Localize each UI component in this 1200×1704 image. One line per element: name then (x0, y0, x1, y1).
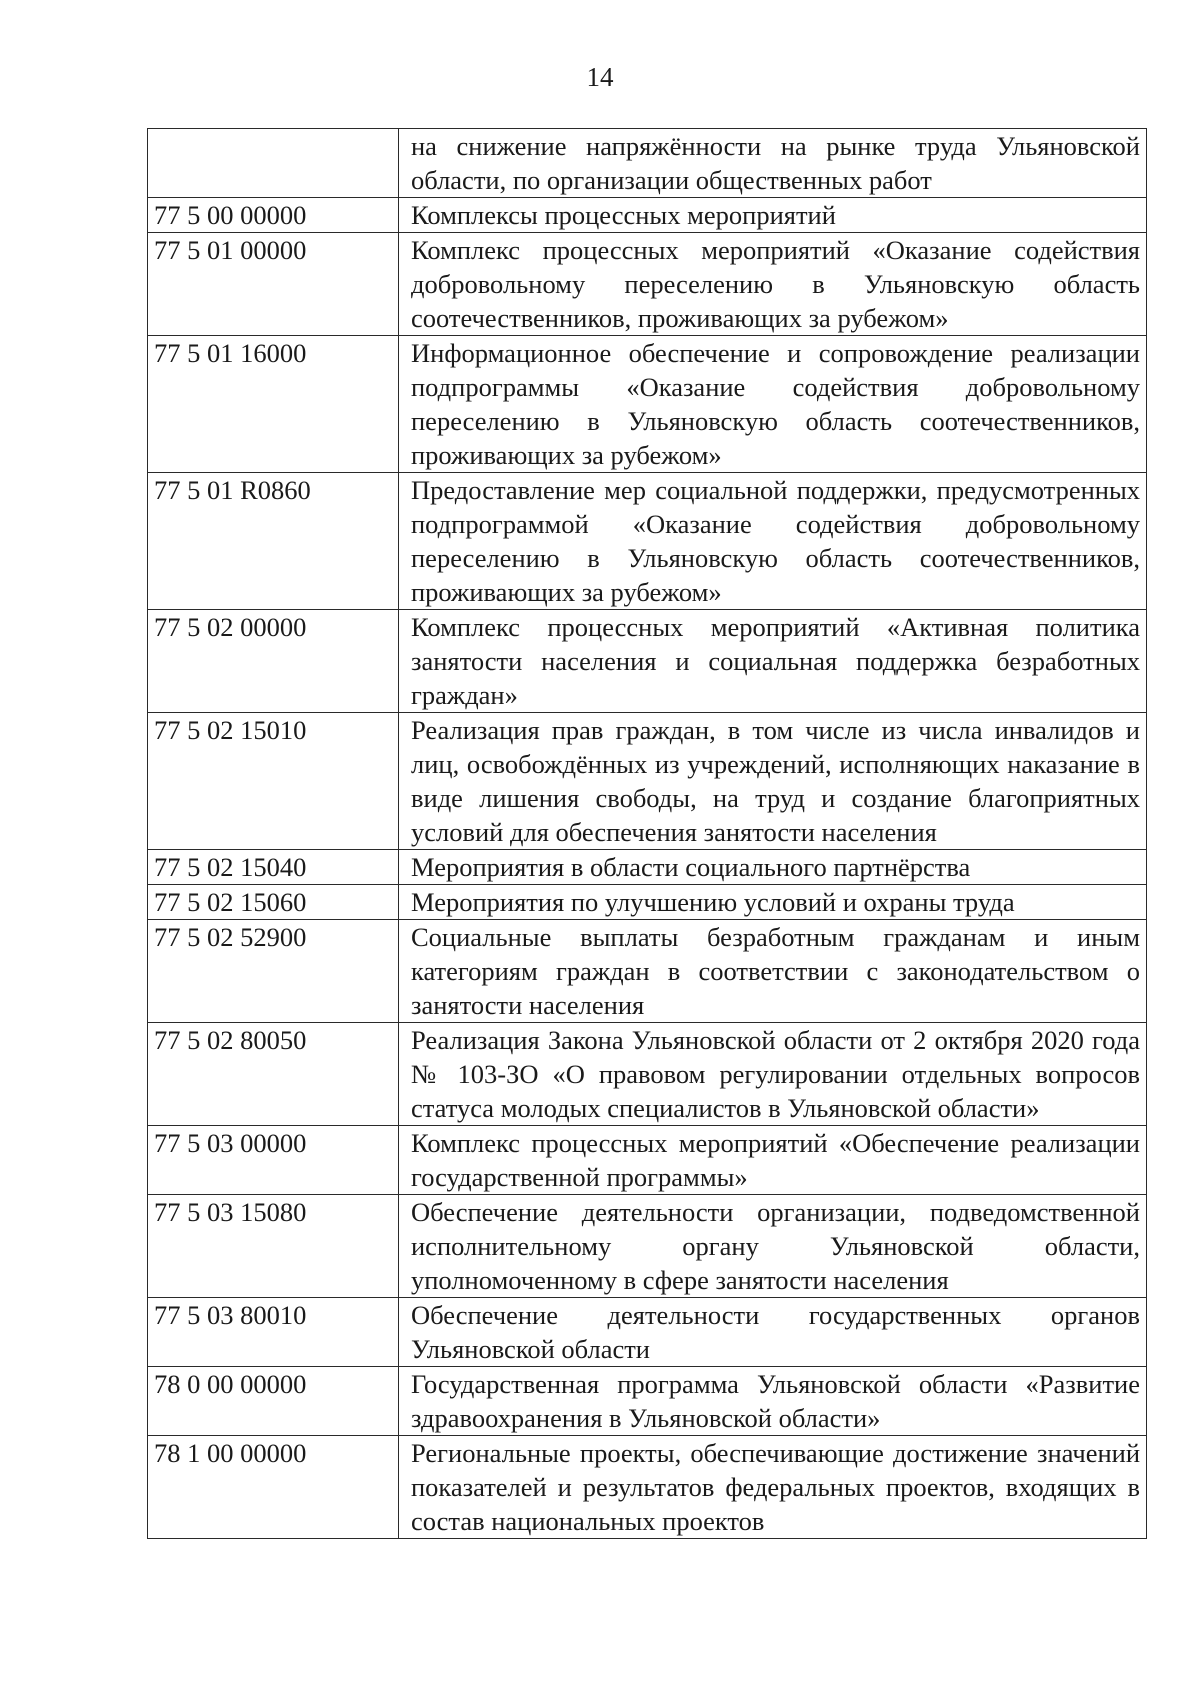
description-cell: Обеспечение деятельности организации, подведомственной исполнительному органу Ульяновской области, уполномоченному в сфере занятости населения (399, 1195, 1147, 1298)
description-cell: на снижение напряжённости на рынке труда Ульяновской области, по организации общественных работ (399, 129, 1147, 198)
description-cell: Комплекс процессных мероприятий «Обеспечение реализации государственной программы» (399, 1126, 1147, 1195)
table-row (148, 473, 1147, 610)
code-cell: 77 5 01 R0860 (148, 473, 399, 610)
table-row (148, 1436, 1147, 1539)
table-row (148, 713, 1147, 850)
code-cell: 77 5 01 00000 (148, 233, 399, 336)
code-cell: 77 5 02 15060 (148, 885, 399, 920)
table-row (148, 1195, 1147, 1298)
description-cell: Обеспечение деятельности государственных органов Ульяновской области (399, 1298, 1147, 1367)
description-cell: Социальные выплаты безработным гражданам и иным категориям граждан в соответствии с законодательством о занятости населения (399, 920, 1147, 1023)
description-cell: Реализация прав граждан, в том числе из числа инвалидов и лиц, освобождённых из учреждений, исполняющих наказание в виде лишения свободы, на труд и создание благоприятных условий для обеспечения занятости населения (399, 713, 1147, 850)
table-row (148, 198, 1147, 233)
budget-classification-table (147, 128, 1147, 1539)
table-row (148, 920, 1147, 1023)
table-row (148, 885, 1147, 920)
code-cell: 77 5 03 80010 (148, 1298, 399, 1367)
table-row (148, 1298, 1147, 1367)
description-cell: Региональные проекты, обеспечивающие достижение значений показателей и результатов федеральных проектов, входящих в состав национальных проектов (399, 1436, 1147, 1539)
table-row (148, 610, 1147, 713)
code-cell: 77 5 02 80050 (148, 1023, 399, 1126)
code-cell: 77 5 01 16000 (148, 336, 399, 473)
code-cell: 77 5 03 00000 (148, 1126, 399, 1195)
code-cell: 78 0 00 00000 (148, 1367, 399, 1436)
code-cell: 77 5 02 15040 (148, 850, 399, 885)
table-row (148, 1126, 1147, 1195)
code-cell: 77 5 02 52900 (148, 920, 399, 1023)
code-cell: 77 5 02 00000 (148, 610, 399, 713)
table-row (148, 233, 1147, 336)
code-cell (148, 129, 399, 198)
page-number: 14 (586, 62, 614, 92)
description-cell: Комплекс процессных мероприятий «Активная политика занятости населения и социальная поддержка безработных граждан» (399, 610, 1147, 713)
table-row (148, 1367, 1147, 1436)
description-cell: Реализация Закона Ульяновской области от 2 октября 2020 года № 103-ЗО «О правовом регулировании отдельных вопросов статуса молодых специалистов в Ульяновской области» (399, 1023, 1147, 1126)
description-cell: Комплексы процессных мероприятий (399, 198, 1147, 233)
code-cell: 78 1 00 00000 (148, 1436, 399, 1539)
description-cell: Комплекс процессных мероприятий «Оказание содействия добровольному переселению в Ульяновскую область соотечественников, проживающих за рубежом» (399, 233, 1147, 336)
code-cell: 77 5 02 15010 (148, 713, 399, 850)
description-cell: Государственная программа Ульяновской области «Развитие здравоохранения в Ульяновской области» (399, 1367, 1147, 1436)
description-cell: Мероприятия по улучшению условий и охраны труда (399, 885, 1147, 920)
table-row (148, 1023, 1147, 1126)
description-cell: Предоставление мер социальной поддержки, предусмотренных подпрограммой «Оказание содействия добровольному переселению в Ульяновскую область соотечественников, проживающих за рубежом» (399, 473, 1147, 610)
code-cell: 77 5 00 00000 (148, 198, 399, 233)
description-cell: Информационное обеспечение и сопровождение реализации подпрограммы «Оказание содействия добровольному переселению в Ульяновскую область соотечественников, проживающих за рубежом» (399, 336, 1147, 473)
table-row (148, 336, 1147, 473)
table-row (148, 129, 1147, 198)
description-cell: Мероприятия в области социального партнёрства (399, 850, 1147, 885)
code-cell: 77 5 03 15080 (148, 1195, 399, 1298)
table-row (148, 850, 1147, 885)
